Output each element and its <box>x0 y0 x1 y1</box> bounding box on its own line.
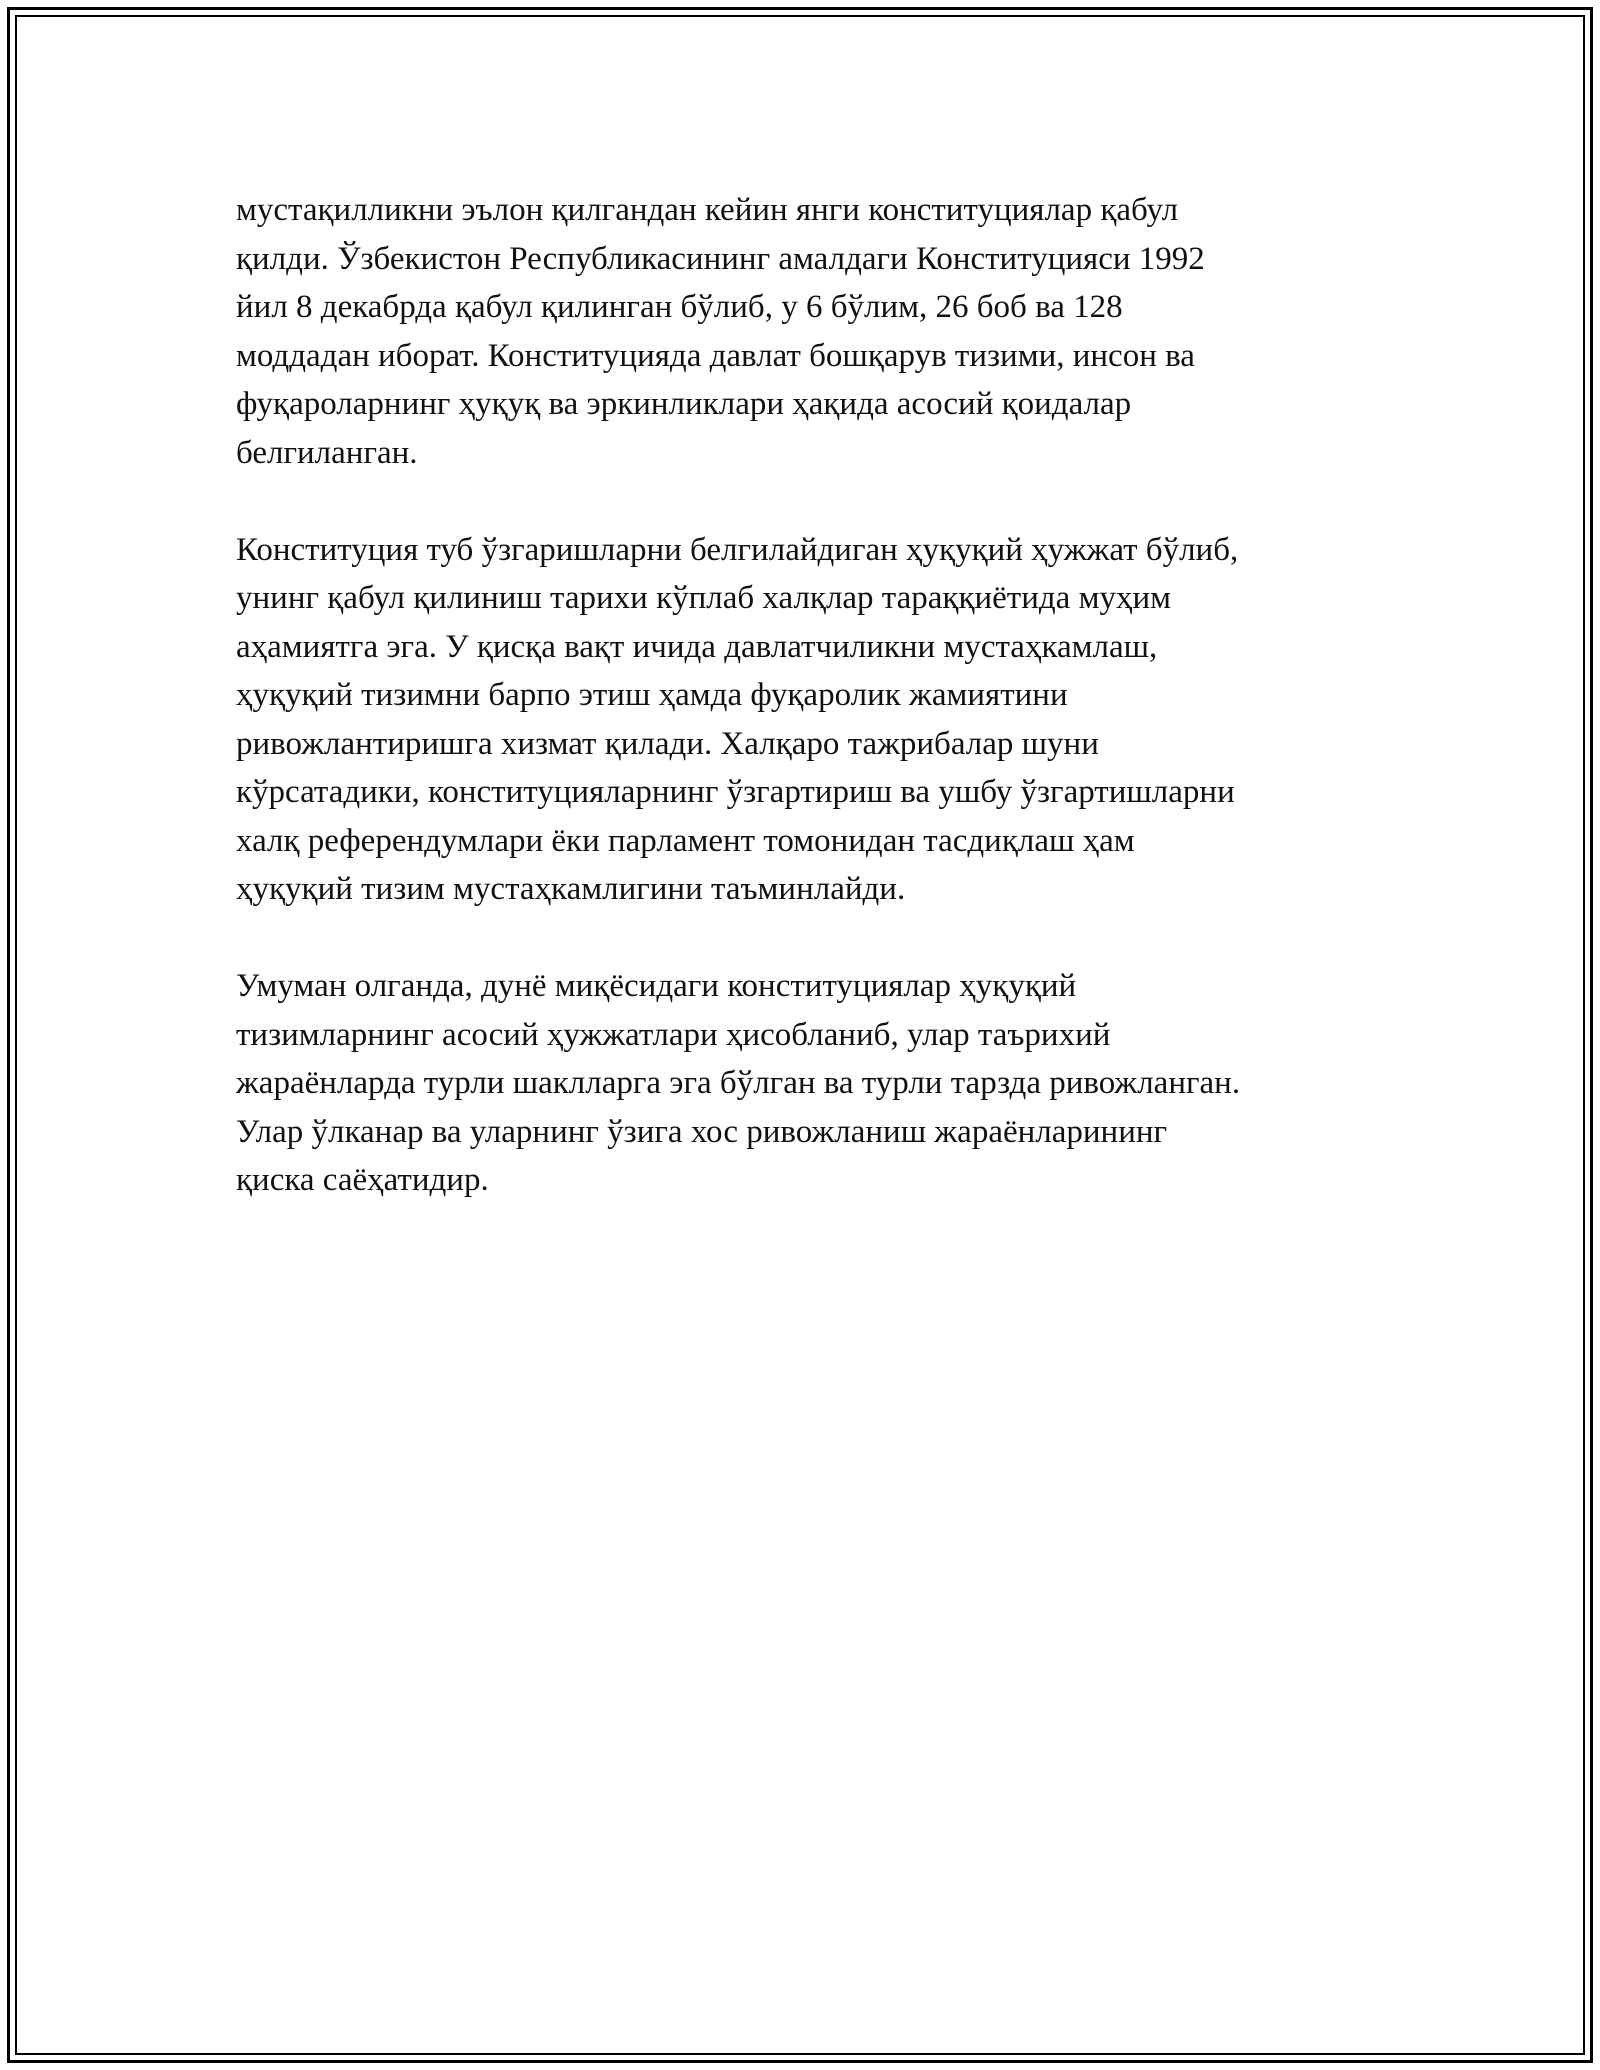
text-line: қилди. Ўзбекистон Республикасининг амалдаги Конституцияси 1992 <box>236 240 1205 277</box>
text-line: Умуман олганда, дунё миқёсидаги конституциялар ҳуқуқий <box>236 968 1077 1004</box>
text-line: ҳуқуқий тизимни барпо этиш ҳамда фуқаролик жамиятини <box>236 677 1068 713</box>
text-line: Улар ўлканар ва уларнинг ўзига хос ривожланиш жараёнларининг <box>236 1113 1168 1150</box>
text-line: белгиланган. <box>236 434 418 471</box>
text-line: унинг қабул қилиниш тарихи кўплаб халқлар тараққиётида муҳим <box>236 580 1171 616</box>
text-line: йил 8 декабрда қабул қилинган бўлиб, у 6 бўлим, 26 боб ва 128 <box>236 289 1123 325</box>
document-body <box>236 186 1406 1253</box>
text-line: жараёнларда турли шаклларга эга бўлган ва турли тарзда ривожланган. <box>236 1065 1241 1101</box>
text-line: тизимларнинг асосий ҳужжатлари ҳисобланиб, улар таърихий <box>236 1016 1111 1053</box>
paragraph-2 <box>236 526 1406 914</box>
text-line: моддадан иборат. Конституцияда давлат бошқарув тизими, инсон ва <box>236 337 1195 374</box>
text-line: ривожлантиришга хизмат қилади. Халқаро тажрибалар шуни <box>236 725 1099 762</box>
text-line: Конституция туб ўзгаришларни белгилайдиган ҳуқуқий ҳужжат бўлиб, <box>236 531 1239 568</box>
text-line: кўрсатадики, конституцияларнинг ўзгартириш ва ушбу ўзгартишларни <box>236 774 1235 810</box>
text-line: қиска саёҳатидир. <box>236 1162 489 1198</box>
text-line: ҳуқуқий тизим мустаҳкамлигини таъминлайди. <box>236 871 906 907</box>
text-line: аҳамиятга эга. У қисқа вақт ичида давлатчиликни мустаҳкамлаш, <box>236 628 1158 665</box>
text-line: фуқароларнинг ҳуқуқ ва эркинликлари ҳақида асосий қоидалар <box>236 386 1132 422</box>
text-line: халқ референдумлари ёки парламент томонидан тасдиқлаш ҳам <box>236 822 1135 859</box>
paragraph-3 <box>236 962 1406 1205</box>
text-line: мустақилликни эълон қилгандан кейин янги конституциялар қабул <box>236 192 1179 228</box>
paragraph-1 <box>236 186 1406 477</box>
